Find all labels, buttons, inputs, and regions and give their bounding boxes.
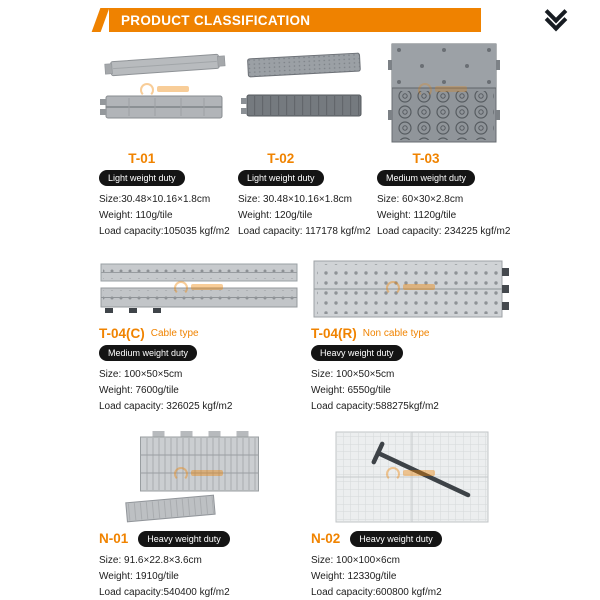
n02-tile-graphic — [311, 429, 513, 525]
double-chevron-down-icon — [544, 7, 568, 31]
product-image-n02 — [311, 429, 513, 525]
product-name: N-01 — [99, 531, 129, 546]
spec-weight: Weight: 1120g/tile — [377, 210, 457, 221]
spec-weight: Weight: 110g/tile — [99, 210, 173, 221]
spec-list — [99, 553, 301, 600]
product-row-2 — [99, 258, 513, 415]
product-name: N-02 — [311, 531, 341, 546]
product-type-label: Cable type — [150, 328, 199, 339]
product-image-n01 — [99, 429, 301, 525]
duty-badge: Heavy weight duty — [350, 531, 442, 547]
product-type-label: Non cable type — [362, 328, 430, 339]
duty-badge: Light weight duty — [99, 170, 185, 186]
header-bar — [96, 8, 481, 32]
t01-tile-graphic — [99, 40, 232, 146]
product-row-1 — [99, 40, 513, 240]
product-card-n02 — [311, 429, 513, 600]
banner-accent-slant — [92, 8, 110, 32]
product-card-t04c — [99, 258, 301, 415]
spec-size: Size: 100×50×5cm — [311, 369, 395, 380]
product-image-t03 — [377, 40, 510, 146]
product-card-n01 — [99, 429, 301, 600]
spec-list — [238, 192, 371, 240]
spec-list — [311, 367, 513, 415]
spec-size: Size: 91.6×22.8×3.6cm — [99, 555, 202, 566]
spec-size: Size:30.48×10.16×1.8cm — [99, 194, 211, 205]
spec-size: Size: 60×30×2.8cm — [377, 194, 464, 205]
t04r-tile-graphic — [311, 258, 513, 320]
product-name: T-04(C) — [99, 326, 145, 341]
product-name: T-04(R) — [311, 326, 357, 341]
duty-badge: Medium weight duty — [377, 170, 475, 186]
product-image-t04c — [99, 258, 301, 320]
t03-tile-graphic — [377, 40, 510, 146]
product-image-t04r — [311, 258, 513, 320]
spec-weight: Weight: 12330g/tile — [311, 571, 397, 582]
n01-tile-graphic — [99, 429, 301, 525]
spec-load-capacity: Load capacity: 326025 kgf/m2 — [99, 401, 233, 412]
spec-size: Size: 30.48×10.16×1.8cm — [238, 194, 352, 205]
product-card-t04r — [311, 258, 513, 415]
spec-load-capacity: Load capacity:105035 kgf/m2 — [99, 226, 230, 237]
t02-tile-graphic — [238, 40, 371, 146]
product-name: T-01 — [128, 151, 156, 166]
product-card-t03 — [377, 40, 510, 240]
t04c-tile-graphic — [99, 258, 301, 320]
duty-badge: Heavy weight duty — [138, 531, 230, 547]
spec-load-capacity: Load capacity:600800 kgf/m2 — [311, 587, 442, 598]
spec-load-capacity: Load capacity: 117178 kgf/m2 — [238, 226, 371, 237]
spec-load-capacity: Load capacity:540400 kgf/m2 — [99, 587, 230, 598]
spec-weight: Weight: 7600g/tile — [99, 385, 179, 396]
spec-weight: Weight: 6550g/tile — [311, 385, 391, 396]
duty-badge: Light weight duty — [238, 170, 324, 186]
spec-weight: Weight: 120g/tile — [238, 210, 313, 221]
spec-list — [99, 192, 232, 240]
product-card-t01 — [99, 40, 232, 240]
spec-weight: Weight: 1910g/tile — [99, 571, 179, 582]
page-title: PRODUCT CLASSIFICATION — [109, 8, 481, 32]
duty-badge: Heavy weight duty — [311, 345, 403, 361]
product-name: T-03 — [412, 151, 440, 166]
product-image-t02 — [238, 40, 371, 146]
spec-list — [311, 553, 513, 600]
product-image-t01 — [99, 40, 232, 146]
spec-list — [99, 367, 301, 415]
spec-list — [377, 192, 510, 240]
spec-load-capacity: Load capacity: 234225 kgf/m2 — [377, 226, 511, 237]
product-card-t02 — [238, 40, 371, 240]
spec-load-capacity: Load capacity:588275kgf/m2 — [311, 401, 439, 412]
spec-size: Size: 100×100×6cm — [311, 555, 400, 566]
product-name: T-02 — [267, 151, 295, 166]
spec-size: Size: 100×50×5cm — [99, 369, 183, 380]
product-row-3 — [99, 429, 513, 600]
duty-badge: Medium weight duty — [99, 345, 197, 361]
product-grid — [99, 40, 513, 600]
